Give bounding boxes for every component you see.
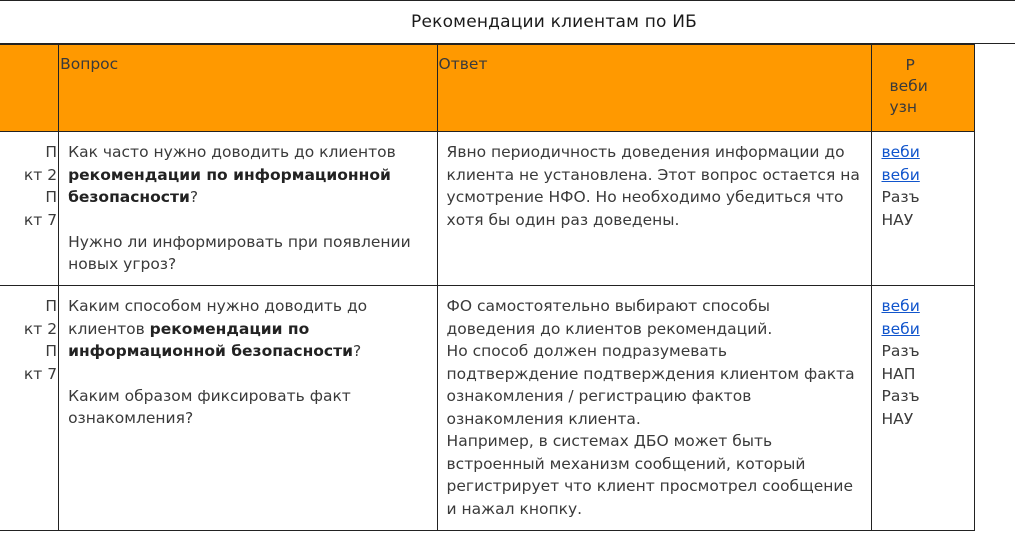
answer-text: Явно периодичность доведения информации до клиента не установлена. Этот вопрос остается на усмотрение НФО. Но необходимо убедиться что хотя бы один раз доведены. (446, 143, 860, 229)
question-text: Каким способом нужно доводить до клиентов рекомендации по информационной безопасности? (68, 297, 368, 360)
webinar-link[interactable]: веби (881, 319, 920, 338)
answer-cell[interactable] (437, 132, 872, 286)
table-row (0, 132, 975, 286)
answer-text: Например, в системах ДБО может быть встроенный механизм сообщений, который регистрирует что клиент просмотрел сообщение и нажал кнопку. (446, 432, 853, 518)
resources-cell[interactable] (872, 132, 975, 286)
question-cell[interactable] (59, 286, 437, 531)
section-ref: П (45, 297, 58, 315)
table-row (0, 286, 975, 531)
faq-table (0, 44, 975, 531)
answer-cell[interactable] (437, 286, 872, 531)
header-answer[interactable]: Ответ (437, 45, 872, 132)
header-section-line (0, 55, 54, 76)
section-ref: П (45, 143, 58, 161)
header-section[interactable] (0, 45, 59, 132)
header-row (0, 45, 975, 132)
section-ref: кт 2 (23, 165, 58, 184)
resources-cell[interactable] (872, 286, 975, 531)
webinar-link[interactable]: веби (881, 297, 920, 315)
resource-text: Разъ (881, 342, 920, 360)
question-extra: Каким образом фиксировать факт ознакомления? (68, 386, 351, 427)
answer-text: Но способ должен подразумевать подтверждение подтверждения клиентом факта ознакомления / регистрацию фактов ознакомления клиента. (446, 342, 855, 428)
question-extra: Нужно ли информировать при появлении новых угроз? (68, 232, 411, 273)
table-title: Рекомендации клиентам по ИБ (411, 12, 698, 32)
answer-text: ФО самостоятельно выбирают способы доведения до клиентов рекомендаций. (446, 297, 773, 338)
question-cell[interactable] (59, 132, 437, 286)
section-ref: кт 7 (23, 364, 58, 383)
header-resources-line: веби (889, 77, 928, 95)
section-ref: П (45, 188, 58, 206)
question-text: Как часто нужно доводить до клиентов рекомендации по информационной безопасности? (68, 143, 396, 206)
header-question[interactable]: Вопрос (59, 45, 437, 132)
header-resources[interactable] (872, 45, 975, 132)
resource-text: Разъ (881, 387, 920, 405)
resource-text: Разъ (881, 188, 920, 206)
webinar-link[interactable]: веби (881, 143, 920, 161)
webinar-link[interactable]: веби (881, 165, 920, 184)
resource-text: НАУ (881, 409, 914, 428)
section-ref: кт 7 (23, 210, 58, 229)
header-resources-line: Р (905, 56, 915, 74)
header-section-line (0, 76, 54, 97)
section-ref: кт 2 (23, 319, 58, 338)
resource-text: НАУ (881, 210, 914, 229)
header-resources-line: узн (889, 98, 918, 116)
table-title-row (0, 0, 1015, 44)
section-ref: П (45, 342, 58, 360)
resource-text: НАП (881, 364, 916, 383)
section-cell[interactable] (0, 132, 59, 286)
section-cell[interactable] (0, 286, 59, 531)
